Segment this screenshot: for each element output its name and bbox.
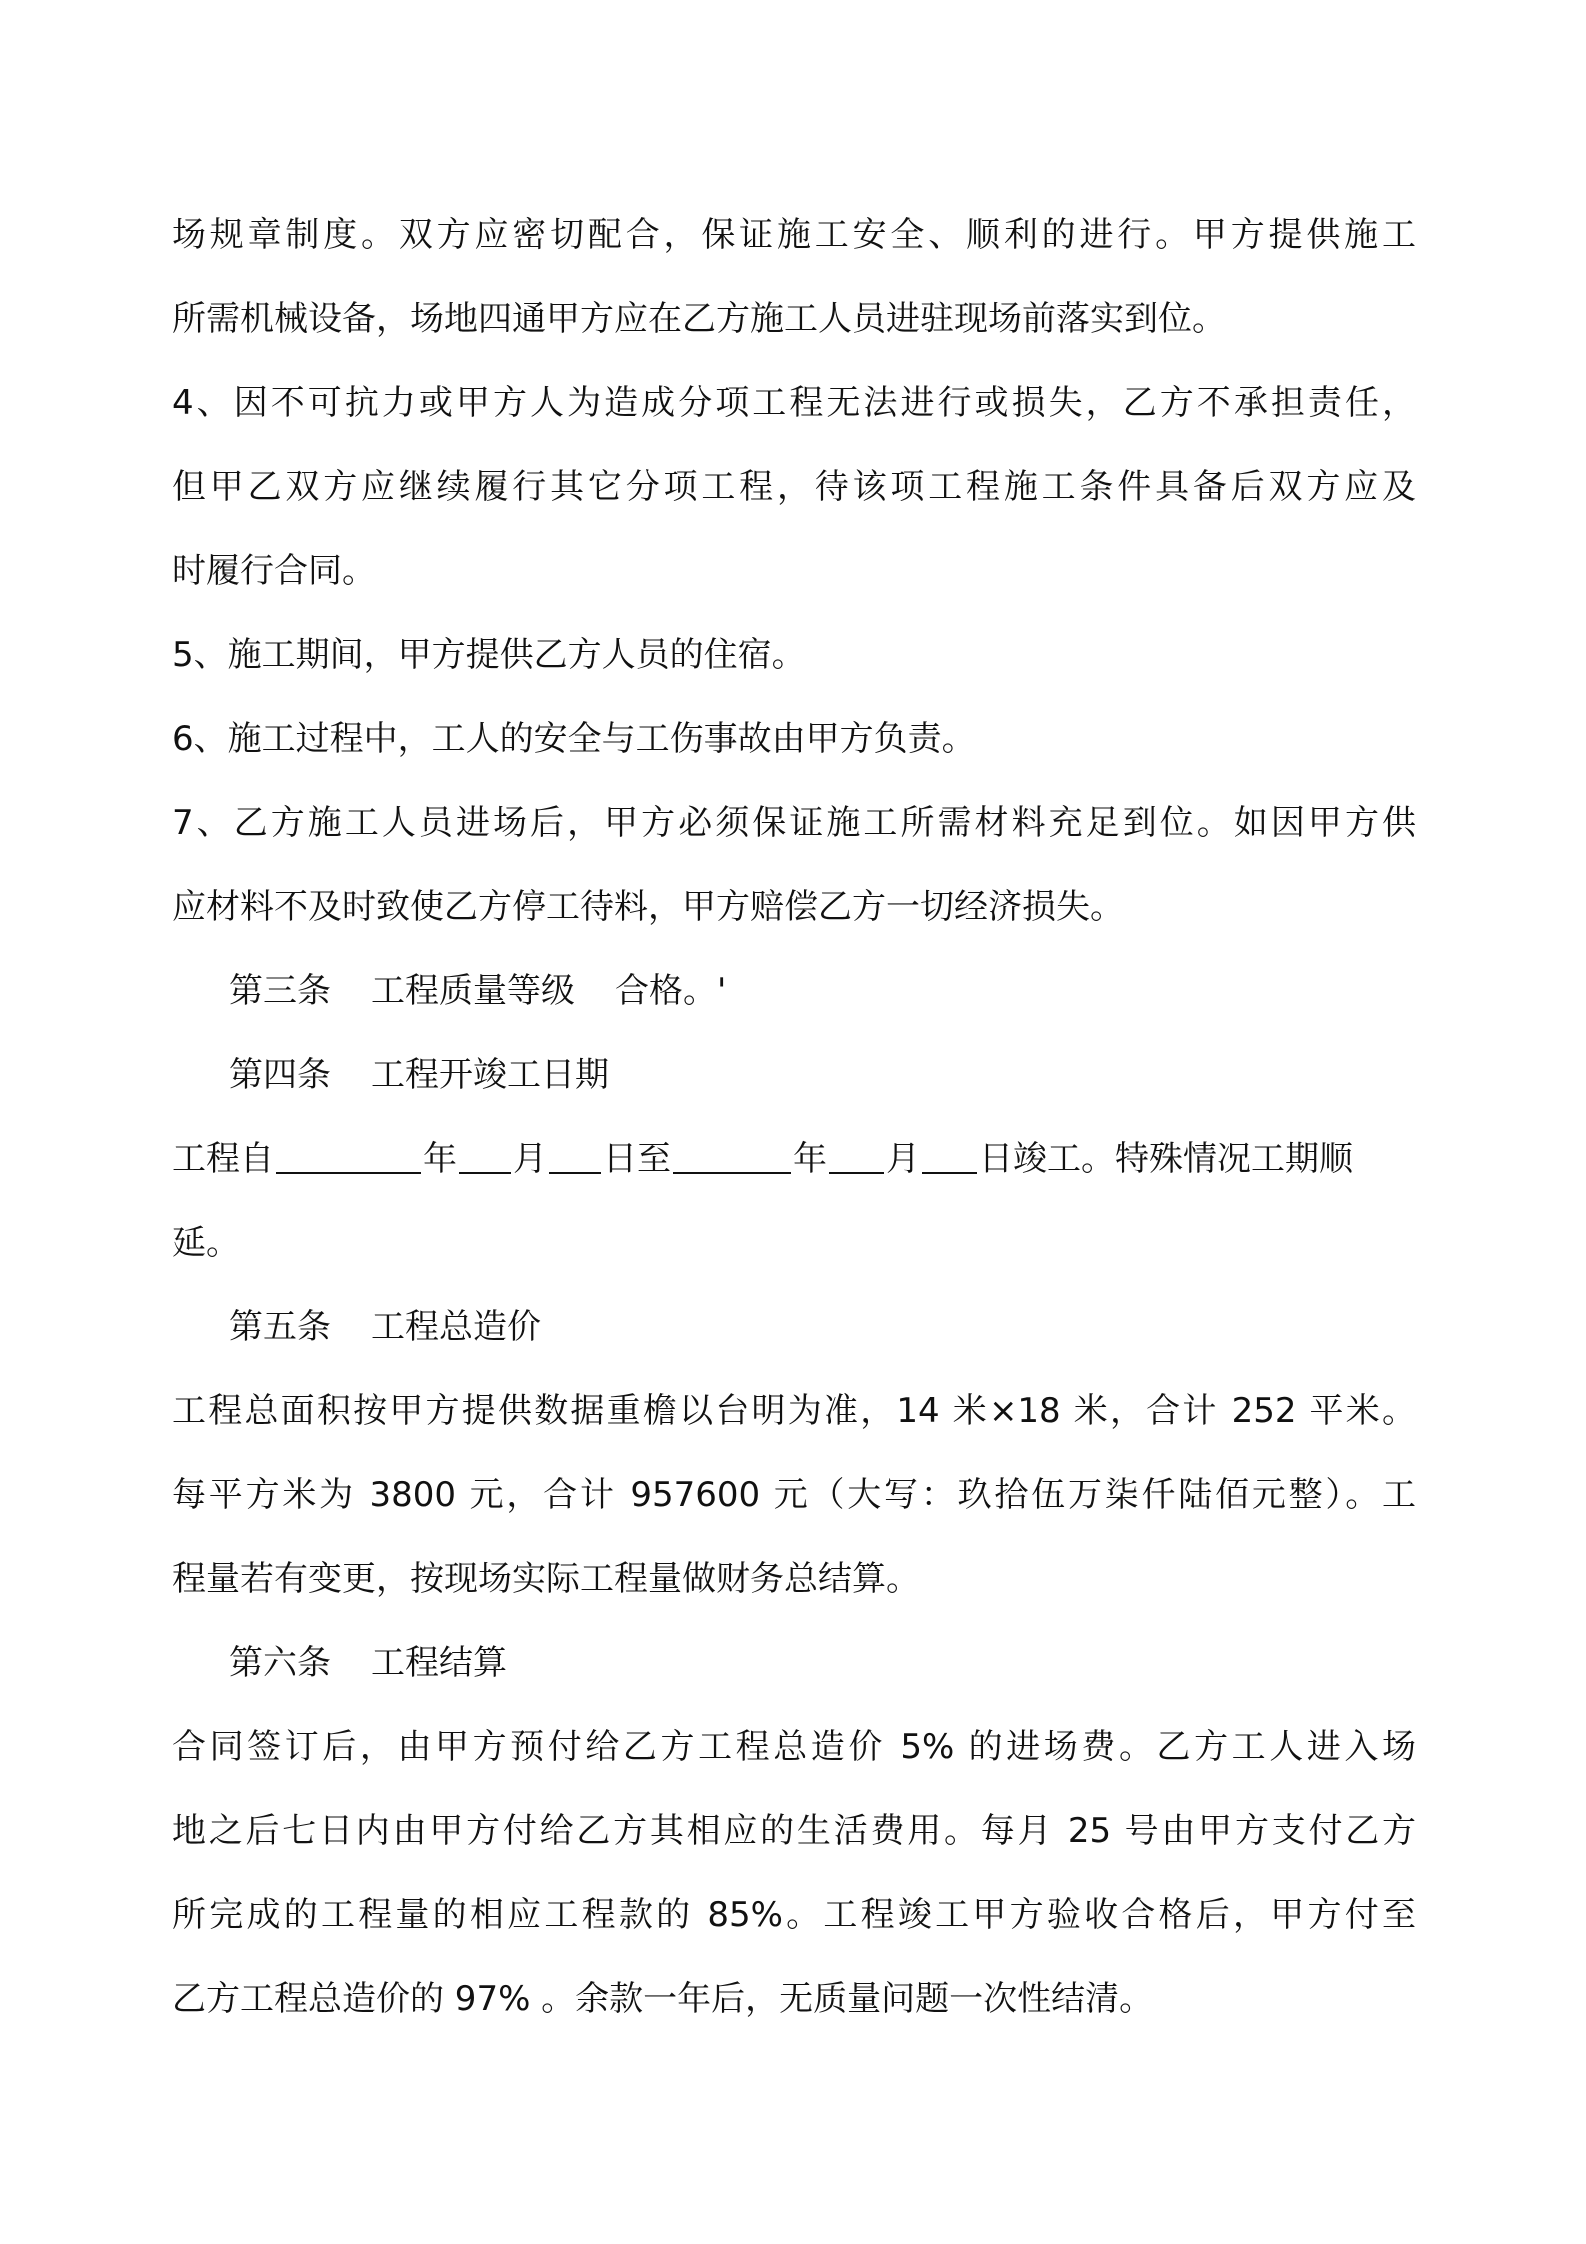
article-5-heading [172, 1285, 1416, 1369]
text-line: 工程总面积按甲方提供数据重檐以台明为准，14 米×18 米，合计 252 平米。 [172, 1391, 1416, 1431]
price-paragraph [172, 1369, 1416, 1621]
start-day-blank [549, 1138, 601, 1174]
year-label: 年 [793, 1139, 827, 1179]
schedule-suffix: 日竣工。特殊情况工期顺 [979, 1139, 1353, 1179]
text-line: 应材料不及时致使乙方停工待料，甲方赔偿乙方一切经济损失。 [172, 887, 1124, 927]
article-title: 工程开竣工日期 [371, 1055, 609, 1095]
end-year-blank [673, 1138, 791, 1174]
clause-item-7 [172, 781, 1416, 949]
text-line: 场规章制度。双方应密切配合，保证施工安全、顺利的进行。甲方提供施工 [172, 215, 1416, 255]
text-line: 延。 [172, 1223, 240, 1263]
text-line: 所需机械设备，场地四通甲方应在乙方施工人员进驻现场前落实到位。 [172, 299, 1226, 339]
text-line: 时履行合同。 [172, 551, 376, 591]
end-day-blank [922, 1138, 977, 1174]
clause-item-4 [172, 361, 1416, 613]
article-value: 合格。' [615, 971, 727, 1011]
year-label: 年 [423, 1139, 457, 1179]
paragraph-site-rules [172, 193, 1416, 361]
settlement-paragraph [172, 1705, 1416, 2041]
text-line: 6、施工过程中，工人的安全与工伤事故由甲方负责。 [172, 719, 976, 759]
month-label: 月 [886, 1139, 920, 1179]
text-line: 4、因不可抗力或甲方人为造成分项工程无法进行或损失，乙方不承担责任， [172, 383, 1416, 423]
schedule-paragraph [172, 1117, 1416, 1285]
clause-item-6 [172, 697, 1416, 781]
end-month-blank [829, 1138, 884, 1174]
article-number: 第四条 [229, 1055, 331, 1095]
month-label: 月 [513, 1139, 547, 1179]
text-line: 7、乙方施工人员进场后，甲方必须保证施工所需材料充足到位。如因甲方供 [172, 803, 1416, 843]
text-line: 程量若有变更，按现场实际工程量做财务总结算。 [172, 1559, 920, 1599]
article-title: 工程质量等级 [371, 971, 575, 1011]
day-to-label: 日至 [603, 1139, 671, 1179]
article-number: 第五条 [229, 1307, 331, 1347]
schedule-prefix: 工程自 [172, 1139, 274, 1179]
article-3-heading [172, 949, 1416, 1033]
start-year-blank [276, 1138, 421, 1174]
clause-item-5 [172, 613, 1416, 697]
article-6-heading [172, 1621, 1416, 1705]
text-line: 但甲乙双方应继续履行其它分项工程，待该项工程施工条件具备后双方应及 [172, 467, 1416, 507]
text-line: 地之后七日内由甲方付给乙方其相应的生活费用。每月 25 号由甲方支付乙方 [172, 1811, 1416, 1851]
article-4-heading [172, 1033, 1416, 1117]
start-month-blank [459, 1138, 511, 1174]
text-line: 乙方工程总造价的 97% 。余款一年后，无质量问题一次性结清。 [172, 1979, 1154, 2019]
article-number: 第六条 [229, 1643, 331, 1683]
text-line: 每平方米为 3800 元，合计 957600 元（大写：玖拾伍万柒仟陆佰元整）。工 [172, 1475, 1416, 1515]
article-title: 工程结算 [371, 1643, 507, 1683]
text-line: 5、施工期间，甲方提供乙方人员的住宿。 [172, 635, 806, 675]
article-number: 第三条 [229, 971, 331, 1011]
text-line: 所完成的工程量的相应工程款的 85%。工程竣工甲方验收合格后，甲方付至 [172, 1895, 1416, 1935]
text-line: 合同签订后，由甲方预付给乙方工程总造价 5% 的进场费。乙方工人进入场 [172, 1727, 1416, 1767]
schedule-line [172, 1117, 1416, 1201]
article-title: 工程总造价 [371, 1307, 541, 1347]
